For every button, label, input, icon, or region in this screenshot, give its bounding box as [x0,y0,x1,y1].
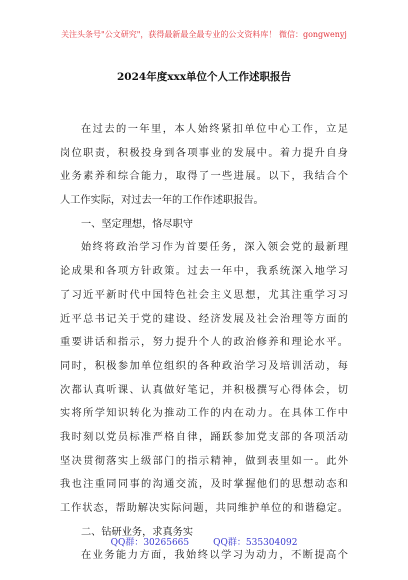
paragraph-line: 坚决贯彻落实上级部门的指示精神，做到表里如一。此外 [60,455,348,467]
paragraph-line: 我时刻以党员标准严格自律，踊跃参加党支部的各项活动 [60,431,348,443]
paragraph-line: 在业务能力方面，我始终以学习为动力，不断提高个 [81,550,348,562]
document-body [60,118,348,568]
paragraph-line: 业务素养和综合能力，取得了一些进展。以下，我结合个 [60,171,348,183]
qq-group-1: QQ群：30265665 [110,538,190,548]
paragraph-line: 论成果和各项方针政策。过去一年中，我系统深入地学习 [60,266,348,278]
header-notice: 关注头条号"公文研究"，获得最新最全最专业的公文资料库！ 微信：gongwenyj [61,30,347,39]
qq-group-2: QQ群：535304092 [213,538,298,548]
paragraph-line: 岗位职责，积极投身到各项事业的发展中。着力提升自身 [60,147,348,159]
paragraph-line: 在过去的一年里，本人始终紧扣单位中心工作，立足 [81,124,348,135]
section-heading: 一、坚定理想，恪尽职守 [81,218,194,230]
paragraph-line: 我也注重同同事的沟通交流，及时掌握他们的思想动态和 [60,479,348,491]
document-title: 2024年度xxx单位个人工作述职报告 [116,71,291,83]
paragraph-line: 人工作实际，对过去一年的工作作述职报告。 [60,195,264,207]
paragraph-line: 实将所学知识转化为推动工作的内在动力。在具体工作中 [60,408,348,420]
paragraph-line: 近平总书记关于党的建设、经济发展及社会治理等方面的 [60,313,348,325]
paragraph-line: 同时，积极参加单位组织的各种政治学习及培训活动，每 [60,360,348,372]
paragraph-line: 重要讲话和指示，努力提升个人的政治修养和理论水平。 [60,337,348,349]
paragraph-line: 工作状态，帮助解决实际问题，共同维护单位的和谐稳定。 [60,503,348,514]
paragraph-line: 始终将政治学习作为首要任务，深入领会党的最新理 [81,242,348,254]
paragraph-line: 了习近平新时代中国特色社会主义思想，尤其注重学习习 [60,289,348,301]
paragraph-line: 次都认真听课、认真做好笔记，并积极撰写心得体会，切 [60,384,348,396]
section-heading: 二、钻研业务，求真务实 [81,526,194,538]
footer-qq-groups [0,535,408,548]
